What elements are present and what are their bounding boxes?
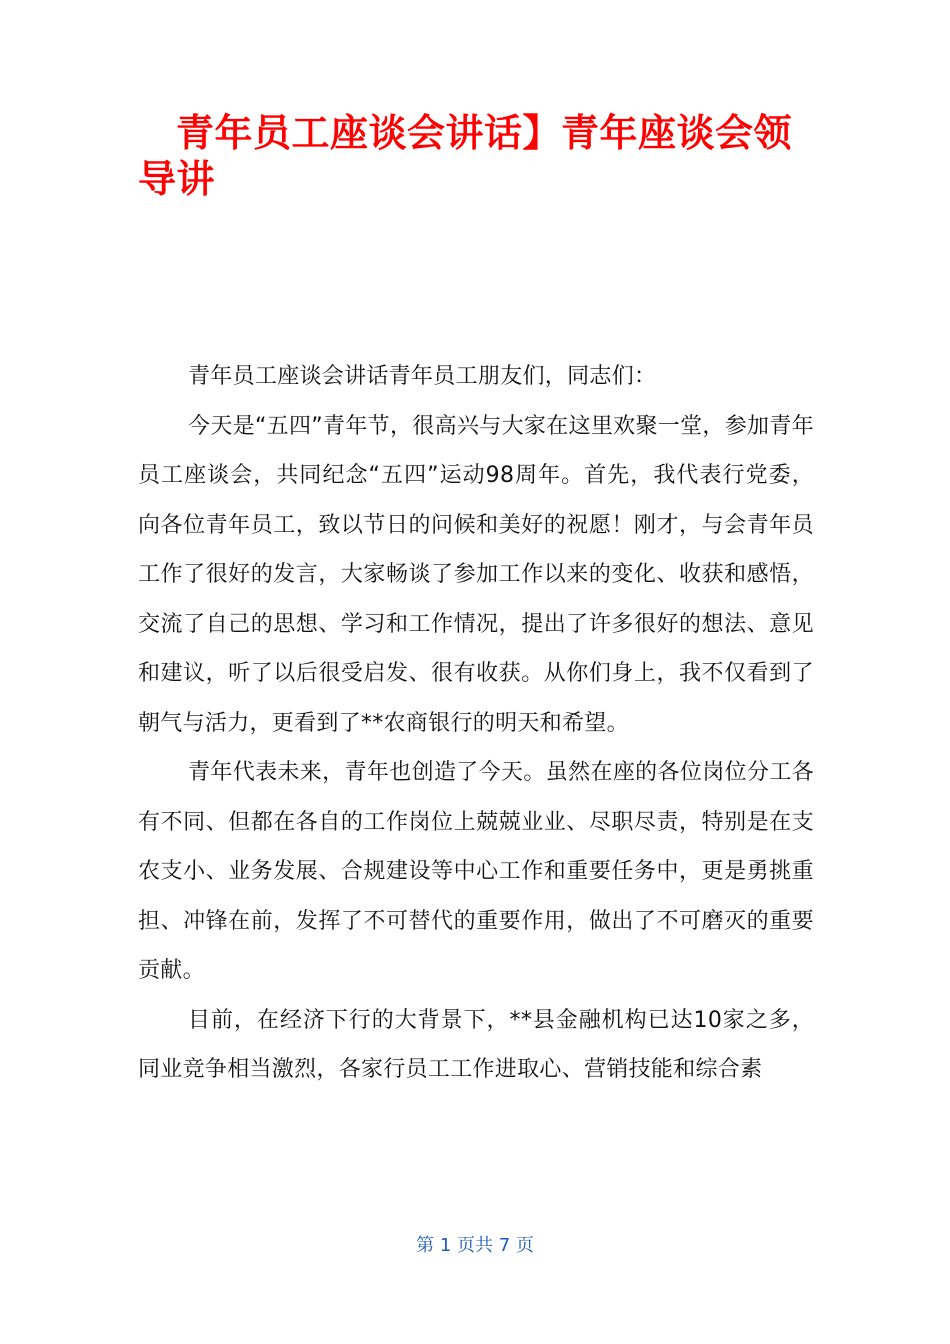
paragraph-youth-role: 青年代表未来，青年也创造了今天。虽然在座的各位岗位分工各有不同、但都在各自的工作岗位上兢兢业业、尽职尽责，特别是在支农支小、业务发展、合规建设等中心工作和重要任务中，更是勇挑重担、冲锋在前，发挥了不可替代的重要作用，做出了不可磨灭的重要贡献。 [138,760,814,983]
document-title: 青年员工座谈会讲话】青年座谈会领导讲 [138,111,793,201]
paragraph-opening: 今天是“五四”青年节，很高兴与大家在这里欢聚一堂，参加青年员工座谈会，共同纪念“五四”运动98周年。首先，我代表行党委，向各位青年员工，致以节日的问候和美好的祝愿！刚才，与会青年员工作了很好的发言，大家畅谈了参加工作以来的变化、收获和感悟，交流了自己的思想、学习和工作情况，提出了许多很好的想法、意见和建议，听了以后很受启发、很有收获。从你们身上，我不仅看到了朝气与活力，更看到了**农商银行的明天和希望。 [138,413,814,736]
paragraph-greeting: 青年员工座谈会讲话青年员工朋友们，同志们： [188,364,657,389]
page-footer: 第 1 页共 7 页 [416,1235,534,1256]
paragraph-current-situation: 目前，在经济下行的大背景下，**县金融机构已达10家之多，同业竞争相当激烈，各家行员工工作进取心、营销技能和综合素 [138,1007,814,1082]
document-body [138,352,814,1095]
